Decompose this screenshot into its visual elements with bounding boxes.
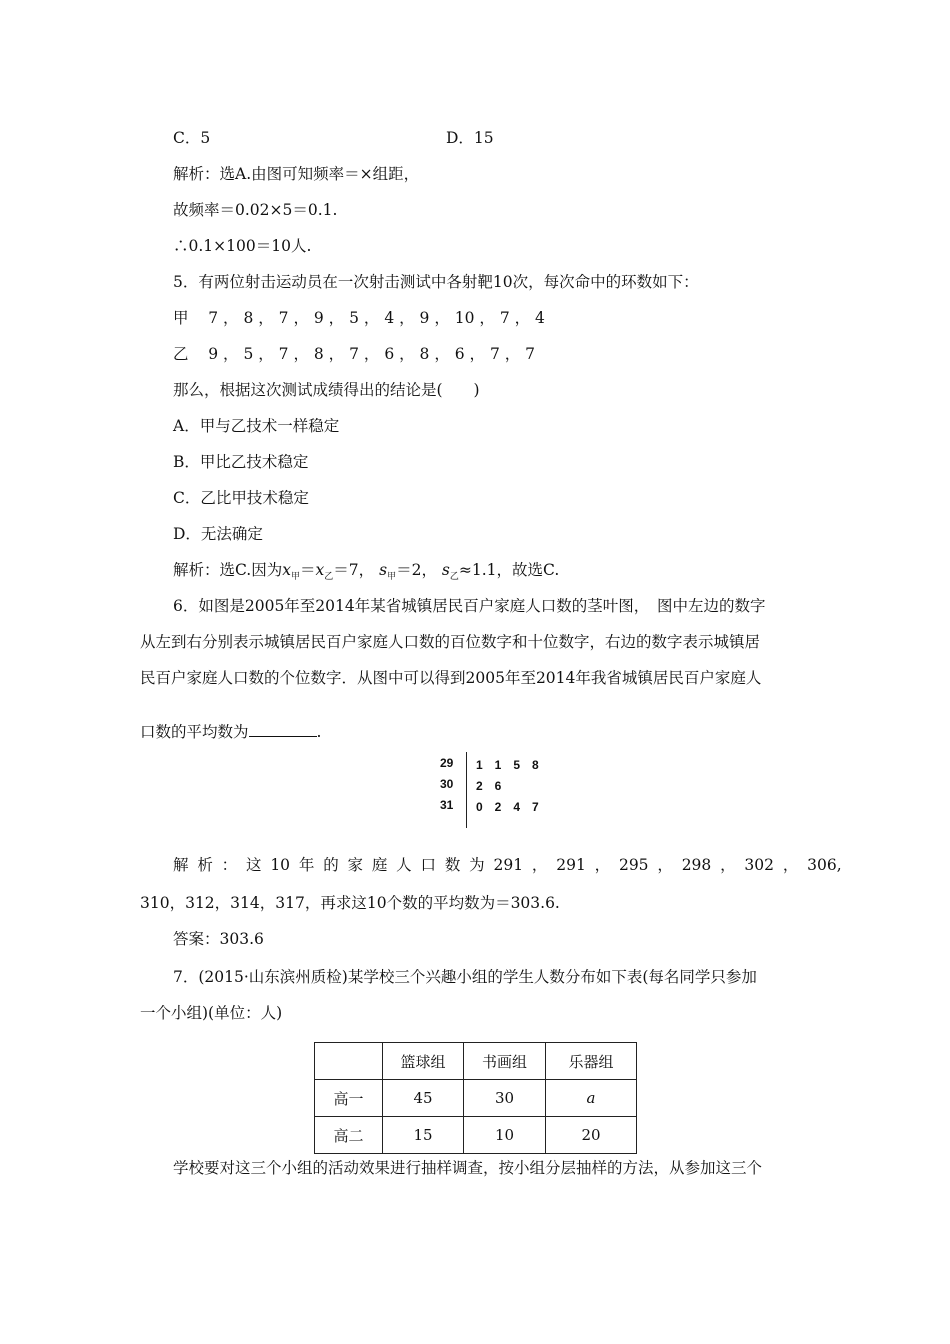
group-table [314, 1042, 637, 1154]
analysis-word: 的 [323, 856, 339, 874]
stem-value: 31 [440, 798, 454, 812]
question-6-line: 民百户家庭人口数的个位数字．从图中可以得到2005年至2014年我省城镇居民百户家庭人 [140, 669, 762, 687]
question-6-line: 从左到右分别表示城镇居民百户家庭人口数的百位数字和十位数字，右边的数字表示城镇居 [140, 633, 761, 651]
table-cell: 高一 [315, 1080, 383, 1117]
table-cell: 高二 [315, 1117, 383, 1154]
analysis-line: 故频率＝0.02×5＝0.1. [173, 201, 338, 219]
analysis-word: 291 [493, 856, 524, 874]
row-label: 乙 [173, 345, 189, 363]
row-values: 7 ， 8 ， 7 ， 9 ， 5 ， 4 ， 9 ， 10 ， 7 ， 4 [208, 309, 545, 327]
stem-value: 30 [440, 777, 454, 791]
analysis-word: 10 [270, 856, 291, 874]
subscript: 乙 [449, 572, 459, 583]
analysis-word: ， [657, 856, 673, 874]
question-7-line: 7．(2015·山东滨州质检)某学校三个兴趣小组的学生人数分布如下表(每名同学只参加 [173, 968, 757, 986]
table-row [315, 1080, 637, 1117]
analysis-word: ： [221, 856, 238, 874]
analysis-word: ， [782, 856, 799, 874]
analysis-word: 人 [396, 856, 412, 874]
answer-line: 答案：303.6 [173, 930, 264, 948]
var-s: s [379, 561, 388, 579]
table-cell: 45 [383, 1080, 464, 1117]
table-header: 乐器组 [546, 1043, 637, 1080]
analysis-word: ， [531, 856, 548, 874]
table-cell: a [546, 1080, 637, 1117]
option-a: A．甲与乙技术一样稳定 [173, 417, 340, 435]
analysis-line: 解析：选A.由图可知频率＝×组距， [173, 165, 420, 183]
option-c: C．5 [173, 129, 211, 147]
analysis-word: 298 [681, 856, 712, 874]
leaf-values: 1 1 5 8 [476, 758, 539, 772]
analysis-line [173, 855, 842, 875]
analysis-word: 数 [444, 856, 461, 874]
analysis-word: ， [594, 856, 611, 874]
question-7-line: 学校要对这三个小组的活动效果进行抽样调查，按小组分层抽样的方法，从参加这三个 [173, 1159, 763, 1177]
table-header-row [315, 1043, 637, 1080]
analysis-line: ∴0.1×100＝10人. [173, 237, 312, 255]
subscript: 甲 [291, 572, 301, 583]
analysis-word: 291 [556, 856, 586, 874]
analysis-line: 310，312，314，317，再求这10个数的平均数为＝303.6. [140, 894, 560, 912]
analysis-word: 为 [469, 856, 485, 874]
analysis-word: 295 [618, 856, 649, 874]
question-7-line: 一个小组)(单位：人) [140, 1004, 283, 1022]
table-header [315, 1043, 383, 1080]
question-5-prompt: 那么，根据这次测试成绩得出的结论是( ) [173, 381, 480, 399]
stem-divider [466, 752, 467, 828]
table-header: 书画组 [464, 1043, 546, 1080]
table-cell: 30 [464, 1080, 546, 1117]
row-label: 甲 [173, 309, 189, 327]
var-s: s [441, 561, 450, 579]
analysis-text: ＝2， [396, 561, 437, 579]
question-6-line [140, 722, 321, 742]
stem-value: 29 [440, 756, 454, 770]
analysis-word: 析 [197, 856, 213, 874]
analysis-text: ＝7， [333, 561, 375, 579]
question-5-stem: 5．有两位射击运动员在一次射击测试中各射靶10次，每次命中的环数如下： [173, 273, 699, 291]
leaf-values: 0 2 4 7 [476, 800, 539, 814]
var-x: x [282, 561, 291, 579]
option-d: D．无法确定 [173, 525, 263, 543]
analysis-text: ≈1.1，故选C. [458, 561, 560, 579]
subscript: 乙 [324, 572, 334, 583]
var-x: x [315, 561, 325, 579]
analysis-word: 年 [298, 856, 315, 874]
option-b: B．甲比乙技术稳定 [173, 453, 309, 471]
table-row [315, 1117, 637, 1154]
table-cell: 10 [464, 1117, 546, 1154]
question-text: 口数的平均数为 [140, 723, 249, 741]
analysis-word: 302 [744, 856, 775, 874]
analysis-text: ＝ [300, 561, 316, 579]
analysis-text: 解析：选C.因为 [173, 561, 283, 579]
analysis-word: 家 [347, 856, 364, 874]
question-6-line: 6．如图是2005年至2014年某省城镇居民百户家庭人口数的茎叶图， 图中左边的数字 [173, 597, 766, 615]
option-c: C．乙比甲技术稳定 [173, 489, 309, 507]
analysis-word: 这 [245, 856, 262, 874]
row-yi [173, 344, 535, 364]
question-text: . [316, 723, 322, 741]
table-cell: 15 [383, 1117, 464, 1154]
table-cell: 20 [546, 1117, 637, 1154]
option-d: D．15 [446, 129, 494, 147]
row-jia [173, 308, 545, 328]
row-values: 9 ， 5 ， 7 ， 8 ， 7 ， 6 ， 8 ， 6 ， 7 ， 7 [208, 345, 536, 363]
answer-blank [249, 722, 317, 737]
table-header: 篮球组 [383, 1043, 464, 1080]
subscript: 甲 [387, 572, 397, 583]
analysis-word: 解 [173, 856, 189, 874]
analysis-line [173, 560, 559, 587]
analysis-word: 口 [420, 856, 437, 874]
analysis-word: 庭 [371, 856, 388, 874]
analysis-word: 306, [807, 856, 842, 874]
leaf-values: 2 6 [476, 779, 502, 793]
analysis-word: ， [720, 856, 736, 874]
